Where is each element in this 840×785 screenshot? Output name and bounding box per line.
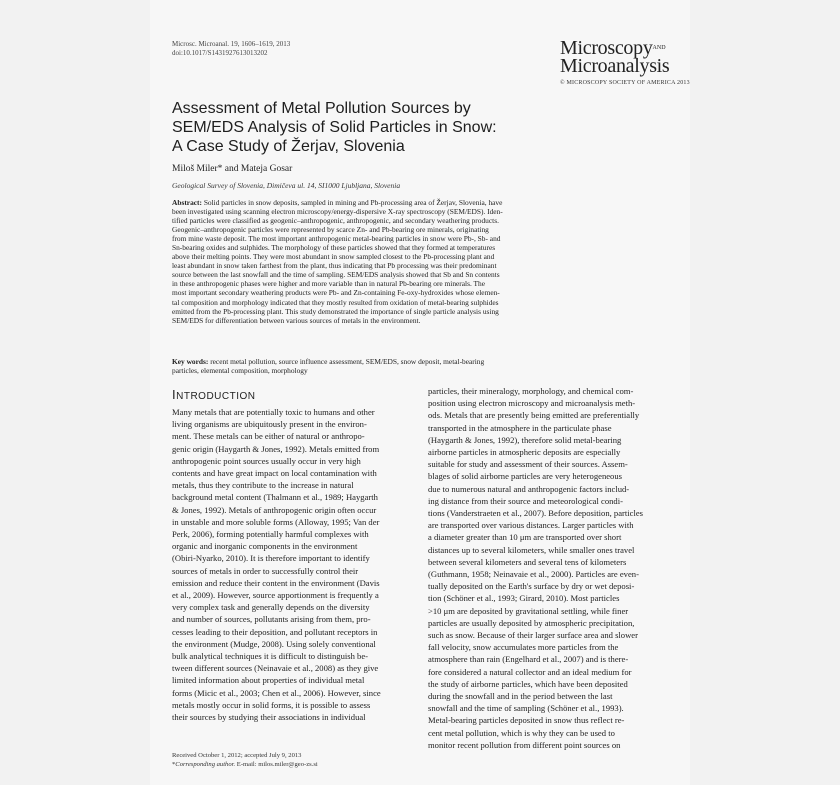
body-line: (Guthmann, 1958; Neinavaie et al., 2000). Particles are even- <box>428 569 639 580</box>
body-line: and number of sources, pollutants arising from them, pro- <box>172 614 371 625</box>
society-copyright: © MICROSCOPY SOCIETY OF AMERICA 2013 <box>560 80 690 86</box>
keywords-text: recent metal pollution, source influence assessment, SEM/EDS, snow deposit, metal-bearing <box>208 357 485 366</box>
body-line: metals, thus they contribute to the increase in natural <box>172 480 354 491</box>
body-line: sources of metals in order to successfully control their <box>172 565 359 576</box>
author-list: Miloš Miler* and Mateja Gosar <box>172 164 293 174</box>
body-line: transported in the atmosphere in the particulate phase <box>428 422 612 433</box>
abstract-line: most important secondary weathering products were Pb- and Zn-containing Fe-oxy-hydroxides whose elemen- <box>172 288 500 298</box>
body-line: bulk analytical techniques it is difficult to distinguish be- <box>172 651 369 662</box>
body-line: ods. Metals that are presently being emitted are preferentially <box>428 410 640 421</box>
body-line: fall velocity, snow accumulates more particles from the <box>428 642 619 653</box>
abstract <box>172 198 574 325</box>
abstract-line: been investigated using scanning electron microscopy/energy-dispersive X-ray spectroscopy (SEM/EDS). Iden- <box>172 207 503 217</box>
title-line: A Case Study of Žerjav, Slovenia <box>172 138 405 155</box>
abstract-line: tified particles were classified as geogenic–anthropogenic, anthropogenic, and secondary weathering products. <box>172 216 499 226</box>
body-line: tion (Schöner et al., 1993; Girard, 2010). Most particles <box>428 593 620 604</box>
citation-line: Microsc. Microanal. 19, 1606–1619, 2013 <box>172 40 291 48</box>
body-line: the study of airborne particles, which have been deposited <box>428 678 628 689</box>
keywords-text: particles, elemental composition, morphology <box>172 366 308 375</box>
body-line: Perk, 2006), forming potentially harmful complexes with <box>172 529 369 540</box>
abstract-line: Geogenic–anthropogenic particles were represented by scarce Zn- and Pb-bearing ore minerals, originating <box>172 225 489 235</box>
journal-word-microscopy: Microscopy <box>560 37 653 59</box>
body-line: ment. These metals can be either of natural or anthropo- <box>172 431 365 442</box>
body-line: fore considered a natural collector and an ideal medium for <box>428 666 632 677</box>
abstract-label: Abstract: <box>172 198 202 207</box>
body-line: airborne particles in atmospheric deposits are especially <box>428 447 621 458</box>
abstract-line: emitted from the Pb-processing plant. This study demonstrated the importance of single particle analysis using <box>172 306 499 316</box>
left-column <box>172 406 415 723</box>
abstract-line: source between the last snowfall and the time of sampling. SEM/EDS analysis showed that Sb and Sn contents <box>172 270 500 280</box>
body-line-with-link[interactable]: background metal content (Thalmann et al., 1989; Haygarth <box>172 492 378 503</box>
footnote: Received October 1, 2012; accepted July 9, 2013 *Corresponding author. E-mail: milos.miler@geo-zs.si <box>172 752 412 769</box>
body-line: contents and have great impact on local contamination with <box>172 468 377 479</box>
keywords-label: Key words: <box>172 357 209 366</box>
body-line: cent metal pollution, which is why they can be used to <box>428 727 615 738</box>
keywords <box>172 357 574 375</box>
citation-block <box>172 40 290 58</box>
section-initial: I <box>172 387 177 402</box>
body-line: in unstable and more soluble forms (Alloway, 1995; Van der <box>172 516 380 527</box>
body-line: tually deposited on the Earth's surface by dry or wet deposi- <box>428 581 635 592</box>
body-line: living organisms are ubiquitously present in the environ- <box>172 419 367 430</box>
abstract-line: least abundant in snow taken farthest from the plant, thus indicating that Pb processing was their predominant <box>172 261 497 271</box>
body-line: snowfall and the time of sampling (Schöner et al., 1993). <box>428 703 624 714</box>
article-title <box>172 99 572 156</box>
section-heading-introduction <box>172 387 256 402</box>
corresponding-email[interactable]: E-mail: milos.miler@geo-zs.si <box>235 760 318 768</box>
body-line: Metal-bearing particles deposited in snow thus reflect re- <box>428 715 625 726</box>
body-line: tween different sources (Neinavaie et al., 2008) as they give <box>172 663 379 674</box>
body-line: due to numerous natural and anthropogenic factors includ- <box>428 483 630 494</box>
title-line: SEM/EDS Analysis of Solid Particles in Snow: <box>172 119 497 136</box>
body-line: organic and inorganic components in the environment <box>172 541 358 552</box>
body-line-with-link[interactable]: forms (Micic et al., 2003; Chen et al., 2006). However, since <box>172 687 381 698</box>
body-line: anthropogenic point sources usually occur in very high <box>172 455 361 466</box>
body-line: particles, their mineralogy, morphology, and chemical com- <box>428 386 634 396</box>
abstract-line: tal composition and morphology indicated that they mostly resulted from oxidation of metal-bearing sulphides <box>172 297 499 307</box>
body-line: atmosphere than rain (Engelhard et al., 2007) and is there- <box>428 654 629 665</box>
title-line: Assessment of Metal Pollution Sources by <box>172 100 471 117</box>
body-line: the environment (Mudge, 2008). Using solely conventional <box>172 638 376 649</box>
body-line: during the snowfall and in the period between the last <box>428 691 613 702</box>
body-line: (Haygarth & Jones, 1992), therefore solid metal-bearing <box>428 434 622 445</box>
body-line: a diameter greater than 10 μm are transported over short <box>428 532 622 543</box>
body-line: particles are usually deposited by atmospheric precipitation, <box>428 617 635 628</box>
body-line: very complex task and generally depends on the diversity <box>172 602 370 613</box>
body-line: between several kilometers and several tens of kilometers <box>428 556 627 567</box>
journal-word-microanalysis: Microanalysis <box>560 55 670 77</box>
doi-line: doi:10.1017/S1431927613013202 <box>172 49 268 57</box>
corresponding-label: Corresponding author. <box>175 760 236 768</box>
body-line: ing distance from their source and meteorological condi- <box>428 495 623 506</box>
body-line: blages of solid airborne particles are very heterogeneous <box>428 471 622 482</box>
body-line: metals mostly occur in solid forms, it is possible to assess <box>172 699 371 710</box>
body-line: emission and reduce their content in the environment (Davis <box>172 577 380 588</box>
abstract-line: in these anthropogenic phases were higher and more variable than in natural Pb-bearing ore minerals. The <box>172 279 486 289</box>
abstract-line: above their melting points. They were most abundant in snow sampled closest to the Pb-processing plant and <box>172 252 495 262</box>
abstract-line: SEM/EDS for differentiation between various sources of metals in the environment. <box>172 315 421 325</box>
body-line: (Obiri-Nyarko, 2010). It is therefore important to identify <box>172 553 370 564</box>
body-line: limited information about properties of individual metal <box>172 675 365 686</box>
body-line: Many metals that are potentially toxic to humans and other <box>172 407 375 417</box>
body-line: et al., 2009). However, source apportionment is frequently a <box>172 590 379 601</box>
body-line: suitable for study and assessment of their sources. Assem- <box>428 459 628 470</box>
journal-word-and: AND <box>652 45 666 51</box>
body-line: genic origin (Haygarth & Jones, 1992). Metals emitted from <box>172 443 380 454</box>
abstract-line: Sn-bearing oxides and sulphides. The morphology of these particles showed that they formed at temperatures <box>172 243 496 253</box>
body-line: monitor recent pollution from different point sources on <box>428 739 621 750</box>
body-line: such as snow. Because of their larger surface area and slower <box>428 630 638 641</box>
section-rest: NTRODUCTION <box>176 391 256 402</box>
body-line: their sources by studying their associations in individual <box>172 712 366 723</box>
body-line: distances up to several kilometers, while smaller ones travel <box>428 544 635 555</box>
body-line-with-link[interactable]: & Jones, 1992). Metals of anthropogenic origin often occur <box>172 504 377 515</box>
abstract-line: from mine waste deposit. The most important anthropogenic metal-bearing particles in snow were Pb-, Sb- and <box>172 234 501 244</box>
body-line: tions (Vanderstraeten et al., 2007). Before deposition, particles <box>428 508 644 519</box>
affiliation: Geological Survey of Slovenia, Dimičeva ul. 14, SI1000 Ljubljana, Slovenia <box>172 181 401 190</box>
body-line: >10 μm are deposited by gravitational settling, while finer <box>428 605 629 616</box>
body-line: are transported over various distances. Larger particles with <box>428 520 634 531</box>
body-line: cesses leading to their deposition, and pollutant receptors in <box>172 626 378 637</box>
received-dates: Received October 1, 2012; accepted July 9, 2013 <box>172 752 302 759</box>
abstract-line: Solid particles in snow deposits, sampled in mining and Pb-processing area of Žerjav, Slovenia, have <box>201 198 503 207</box>
right-column <box>428 385 670 751</box>
body-line: position using electron microscopy and microanalysis meth- <box>428 398 636 409</box>
